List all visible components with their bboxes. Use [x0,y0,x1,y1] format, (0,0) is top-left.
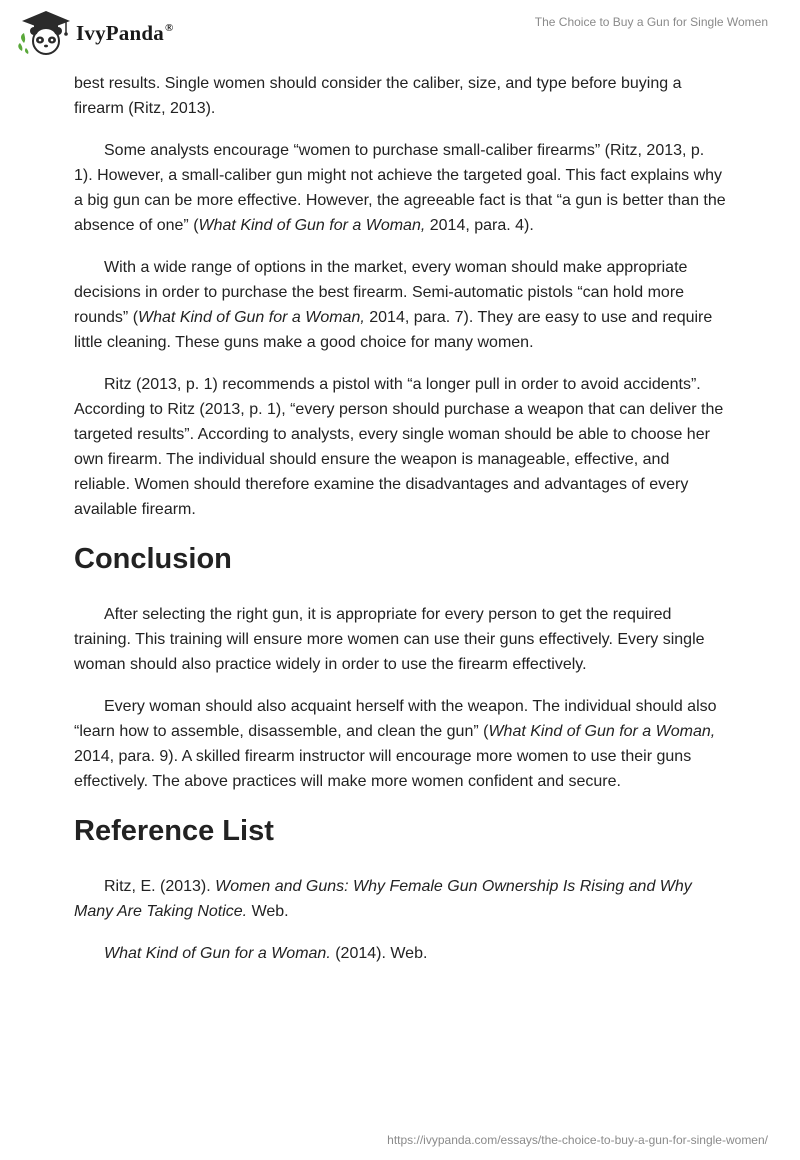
paragraph-conclusion-training: After selecting the right gun, it is appropriate for every person to get the required training. This training will ensure more women can use their guns effectively. Every single woman should also practice widely in order to use the firearm effectively. [74,606,705,673]
logo-wordmark: IvyPanda® [76,20,174,45]
paragraph-ritz-recommendation: Ritz (2013, p. 1) recommends a pistol with “a longer pull in order to avoid accidents”. According to Ritz (2013, p. 1), “every person should purchase a weapon that can deliver the targeted results”. According to analysts, every single woman should be able to choose her own firearm. The individual should ensure the weapon is manageable, effective, and reliable. Women should therefore examine the disadvantages and advantages of every available firearm. [74,376,724,518]
paragraph-options: With a wide range of options in the market, every woman should make appropriate decisions in order to purchase the best firearm. Semi-automatic pistols “can hold more rounds” (What Kind of Gun for a Woman, 2014, para. 7). They are easy to use and require little cleaning. These guns make a good choice for many women. [74,259,713,351]
conclusion-heading: Conclusion [74,543,232,575]
document-title: The Choice to Buy a Gun for Single Women [534,15,768,29]
paragraph-small-caliber: Some analysts encourage “women to purchase small-caliber firearms” (Ritz, 2013, p. 1). However, a small-caliber gun might not achieve the targeted goal. This fact explains why a big gun can be more effective. However, the agreeable fact is that “a gun is better than the absence of one” (What Kind of Gun for a Woman, 2014, para. 4). [74,142,726,234]
reference-entry: Ritz, E. (2013). Women and Guns: Why Female Gun Ownership Is Rising and Why Many Are Taking Notice. Web. [74,878,692,920]
paragraph-conclusion-acquaint: Every woman should also acquaint herself with the weapon. The individual should also “learn how to assemble, disassemble, and clean the gun” (What Kind of Gun for a Woman, 2014, para. 9). A skilled firearm instructor will encourage more women to use their guns effectively. The above practices will make more women confident and secure. [74,698,717,790]
reference-list-heading: Reference List [74,815,274,847]
page-header [0,0,800,70]
essay-content [74,71,726,966]
panda-graduate-icon [16,9,72,57]
source-url[interactable]: https://ivypanda.com/essays/the-choice-to-buy-a-gun-for-single-women/ [387,1133,768,1147]
reference-entry: What Kind of Gun for a Woman. (2014). Web. [104,945,428,962]
paragraph-continued: best results. Single women should consider the caliber, size, and type before buying a firearm (Ritz, 2013). [74,75,682,117]
ivypanda-logo[interactable] [16,9,173,57]
